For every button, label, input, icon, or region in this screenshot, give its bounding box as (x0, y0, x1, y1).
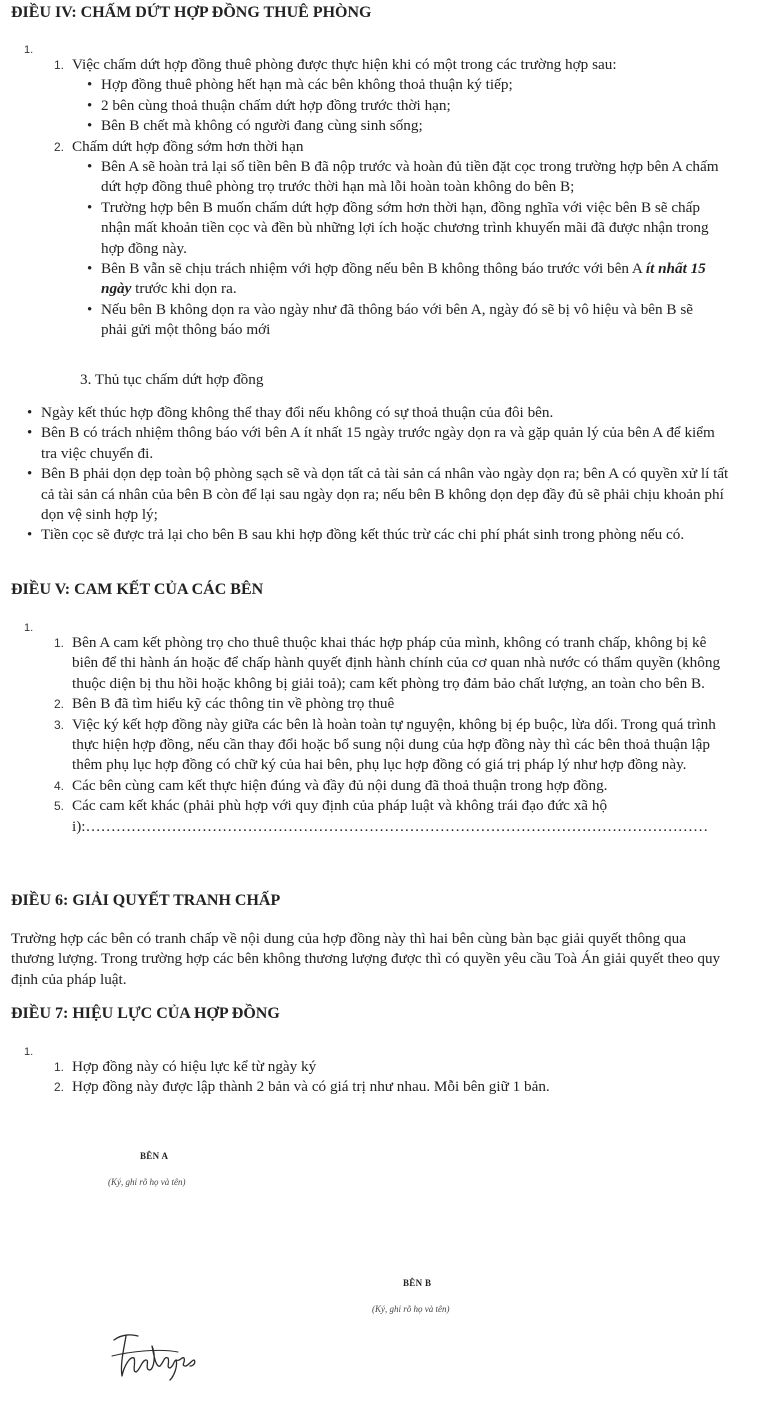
item-number: 2. (54, 139, 65, 154)
list-item: • Trường hợp bên B muốn chấm dứt hợp đồng sớm hơn thời hạn, đồng nghĩa với việc bên B sẽ chấp nhận mất khoản tiền cọc và đền bù những lợi ích hoặc chương trình khuyến mãi đã được nhận trong hợp đồng này. (101, 198, 721, 259)
item-text: Bên A cam kết phòng trọ cho thuê thuộc khai thác hợp pháp của mình, không có tranh chấp, không bị kê biên để thi hành án hoặc để chấp hành quyết định hành chính của cơ quan nhà nước có thẩm quyền (không thuộc diện bị thu hồi hoặc không bị giải toả); cam kết phòng trọ đảm bảo chất lượng, an toàn cho bên B. (72, 634, 721, 692)
list-item: • Bên A sẽ hoàn trả lại số tiền bên B đã nộp trước và hoàn đủ tiền đặt cọc trong trường hợp bên A chấm dứt hợp đồng thuê phòng trọ trước thời hạn mà lỗi hoàn toàn không do bên B; (101, 157, 721, 198)
section-7-item (54, 1057, 728, 1077)
section-6-text: Trường hợp các bên có tranh chấp về nội dung của hợp đồng này thì hai bên cùng bàn bạc giải quyết thông qua thương lượng. Trong trường hợp các bên không thương lượng được thì có quyền yêu cầu Toà Án giải quyết theo quy định của pháp luật. (11, 930, 721, 988)
list-item: • Bên B chết mà không có người đang cùng sinh sống; (101, 116, 732, 136)
section-6-title: ĐIỀU 6: GIẢI QUYẾT TRANH CHẤP (11, 892, 281, 909)
list-item (101, 259, 721, 300)
party-a-label: BÊN A (140, 1151, 169, 1161)
section-4-outer-number: 1. (24, 44, 34, 56)
section-4-item-3: 3. Thủ tục chấm dứt hợp đồng (80, 371, 264, 388)
item-number: 5. (54, 799, 65, 814)
section-4-procedure-list (41, 403, 731, 546)
section-5-list (54, 633, 728, 837)
party-b-label: BÊN B (403, 1278, 432, 1288)
section-4-item-1 (54, 55, 732, 137)
item-text: Bên B đã tìm hiểu kỹ các thông tin về phòng trọ thuê (72, 695, 395, 713)
item-number: 2. (54, 697, 65, 712)
item-text: Việc ký kết hợp đồng này giữa các bên là hoàn toàn tự nguyện, không bị ép buộc, lừa dối. Trong quá trình thực hiện hợp đồng, nếu cần thay đổi hoặc bổ sung nội dung của hợp đồng này thì các bên thoả thuận lập thêm phụ lục hợp đồng có chữ ký của hai bên, phụ lục hợp đồng có giá trị pháp lý như hợp đồng này. (72, 715, 716, 774)
section-7-list (54, 1057, 728, 1098)
section-7-item (54, 1077, 728, 1097)
notice-text-after: trước khi dọn ra. (131, 280, 237, 298)
party-a-note: (Ký, ghi rõ họ và tên) (108, 1177, 186, 1187)
item-text: Hợp đồng này được lập thành 2 bản và có giá trị như nhau. Mỗi bên giữ 1 bản. (72, 1078, 550, 1096)
section-5-item (54, 633, 728, 694)
item-number: 1. (54, 1060, 65, 1074)
list-item: • Nếu bên B không dọn ra vào ngày như đã thông báo với bên A, ngày đó sẽ bị vô hiệu và bên B sẽ phải gửi một thông báo mới (101, 300, 721, 341)
item-text: Hợp đồng này có hiệu lực kể từ ngày ký (72, 1058, 317, 1075)
party-b-note: (Ký, ghi rõ họ và tên) (372, 1304, 450, 1314)
item-number: 3. (54, 717, 65, 732)
list-item: • Tiền cọc sẽ được trả lại cho bên B sau khi hợp đồng kết thúc trừ các chi phí phát sinh trong phòng nếu có. (41, 525, 731, 545)
section-7-title: ĐIỀU 7: HIỆU LỰC CỦA HỢP ĐỒNG (11, 1005, 280, 1022)
section-4-list (54, 55, 732, 341)
item-text: Các bên cùng cam kết thực hiện đúng và đầy đủ nội dung đã thoả thuận trong hợp đồng. (72, 776, 608, 794)
notice-text-before: Bên B vẫn sẽ chịu trách nhiệm với hợp đồng nếu bên B không thông báo trước với bên A (101, 260, 646, 278)
list-item: • Ngày kết thúc hợp đồng không thể thay đổi nếu không có sự thoả thuận của đôi bên. (41, 403, 731, 423)
list-item: • 2 bên cùng thoả thuận chấm dứt hợp đồng trước thời hạn; (101, 96, 732, 116)
list-item: • Hợp đồng thuê phòng hết hạn mà các bên không thoả thuận ký tiếp; (101, 75, 732, 95)
list-item: • Bên B phải dọn dẹp toàn bộ phòng sạch sẽ và dọn tất cả tài sản cá nhân vào ngày dọn ra; bên A có quyền xử lí tất cả tài sản cá nhân của bên B còn để lại sau ngày dọn ra; nếu bên B không dọn dẹp đầy đủ sẽ phải chịu khoản phí dọn vệ sinh hợp lý; (41, 464, 731, 525)
item-text: Việc chấm dứt hợp đồng thuê phòng được thực hiện khi có một trong các trường hợp sau: (72, 56, 617, 73)
item-number: 1. (54, 58, 65, 72)
item-number: 2. (54, 1080, 65, 1095)
notice-emphasis: ít nhất 15 ngày (101, 260, 706, 298)
item-text: Chấm dứt hợp đồng sớm hơn thời hạn (72, 137, 304, 155)
section-5-item (54, 776, 728, 796)
section-5-outer-number: 1. (24, 622, 34, 634)
list-item: • Bên B có trách nhiệm thông báo với bên A ít nhất 15 ngày trước ngày dọn ra và gặp quản lý của bên A để kiểm tra việc chuyển đi. (41, 423, 731, 464)
section-7-outer-number: 1. (24, 1046, 34, 1058)
section-4-title: ĐIỀU IV: CHẤM DỨT HỢP ĐỒNG THUÊ PHÒNG (11, 4, 372, 21)
item-number: 4. (54, 778, 65, 793)
section-4-item-2 (54, 137, 732, 341)
handwritten-signature (108, 1326, 200, 1382)
item-number: 1. (54, 636, 65, 650)
item-text: Các cam kết khác (phải phù hợp với quy định của pháp luật và không trái đạo đức xã hội):…………………………………………………………………………………………………………… (72, 797, 709, 835)
section-5-title: ĐIỀU V: CAM KẾT CỦA CÁC BÊN (11, 581, 264, 598)
section-5-item (54, 694, 728, 714)
section-5-item (54, 796, 709, 837)
section-5-item (54, 715, 728, 776)
